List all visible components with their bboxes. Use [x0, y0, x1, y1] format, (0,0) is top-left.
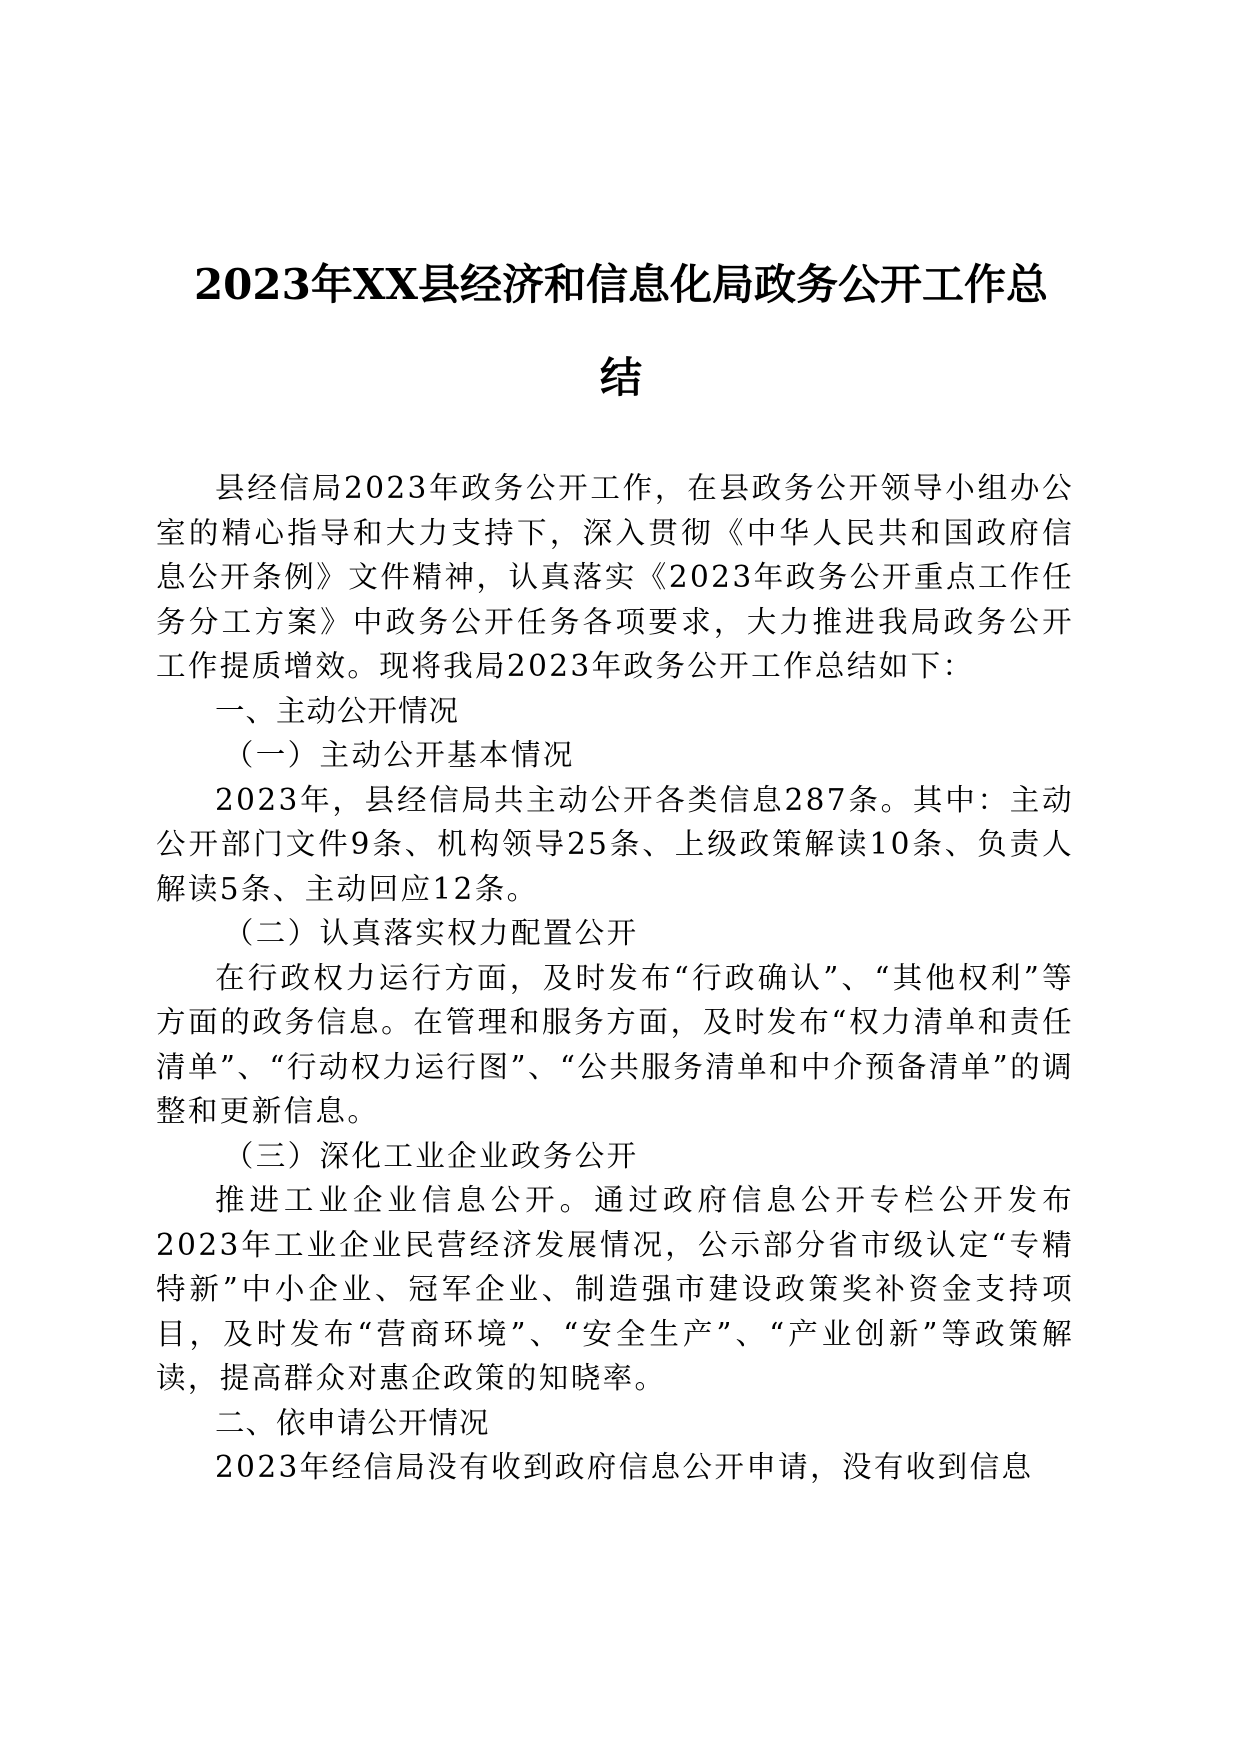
section-2-heading: 二、依申请公开情况	[215, 1405, 490, 1440]
section-1-2-heading: （二）认真落实权力配置公开	[223, 916, 639, 950]
section-1-1-text: 2023年，县经信局共主动公开各类信息287条。其中：主动公开部门文件9条、机构领导25条、上级政策解读10条、负责人解读5条、主动回应12条。	[156, 782, 1074, 906]
document-title-line2: 结	[599, 353, 642, 402]
section-1-3-heading: （三）深化工业企业政务公开	[223, 1138, 639, 1173]
section-1-1-heading: （一）主动公开基本情况	[223, 738, 575, 772]
document-body	[156, 466, 1074, 1490]
section-1-heading: 一、主动公开情况	[215, 693, 460, 728]
section-1-3-text: 推进工业企业信息公开。通过政府信息公开专栏公开发布2023年工业企业民营经济发展情况，公示部分省市级认定“专精特新”中小企业、冠军企业、制造强市建设政策奖补资金支持项目，及时发布“营商环境”、“安全生产”、“产业创新”等政策解读，提高群众对惠企政策的知晓率。	[156, 1183, 1074, 1395]
section-1-2-text: 在行政权力运行方面，及时发布“行政确认”、“其他权利”等方面的政务信息。在管理和服务方面，及时发布“权力清单和责任清单”、“行动权力运行图”、“公共服务清单和中介预备清单”的调整和更新信息。	[156, 960, 1074, 1128]
intro-paragraph: 县经信局2023年政务公开工作，在县政务公开领导小组办公室的精心指导和大力支持下，深入贯彻《中华人民共和国政府信息公开条例》文件精神，认真落实《2023年政务公开重点工作任务分工方案》中政务公开任务各项要求，大力推进我局政务公开工作提质增效。现将我局2023年政务公开工作总结如下：	[156, 471, 1074, 683]
section-2-text: 2023年经信局没有收到政府信息公开申请，没有收到信息	[215, 1450, 1034, 1484]
document-title-line1: 2023年XX县经济和信息化局政务公开工作总	[193, 260, 1049, 309]
